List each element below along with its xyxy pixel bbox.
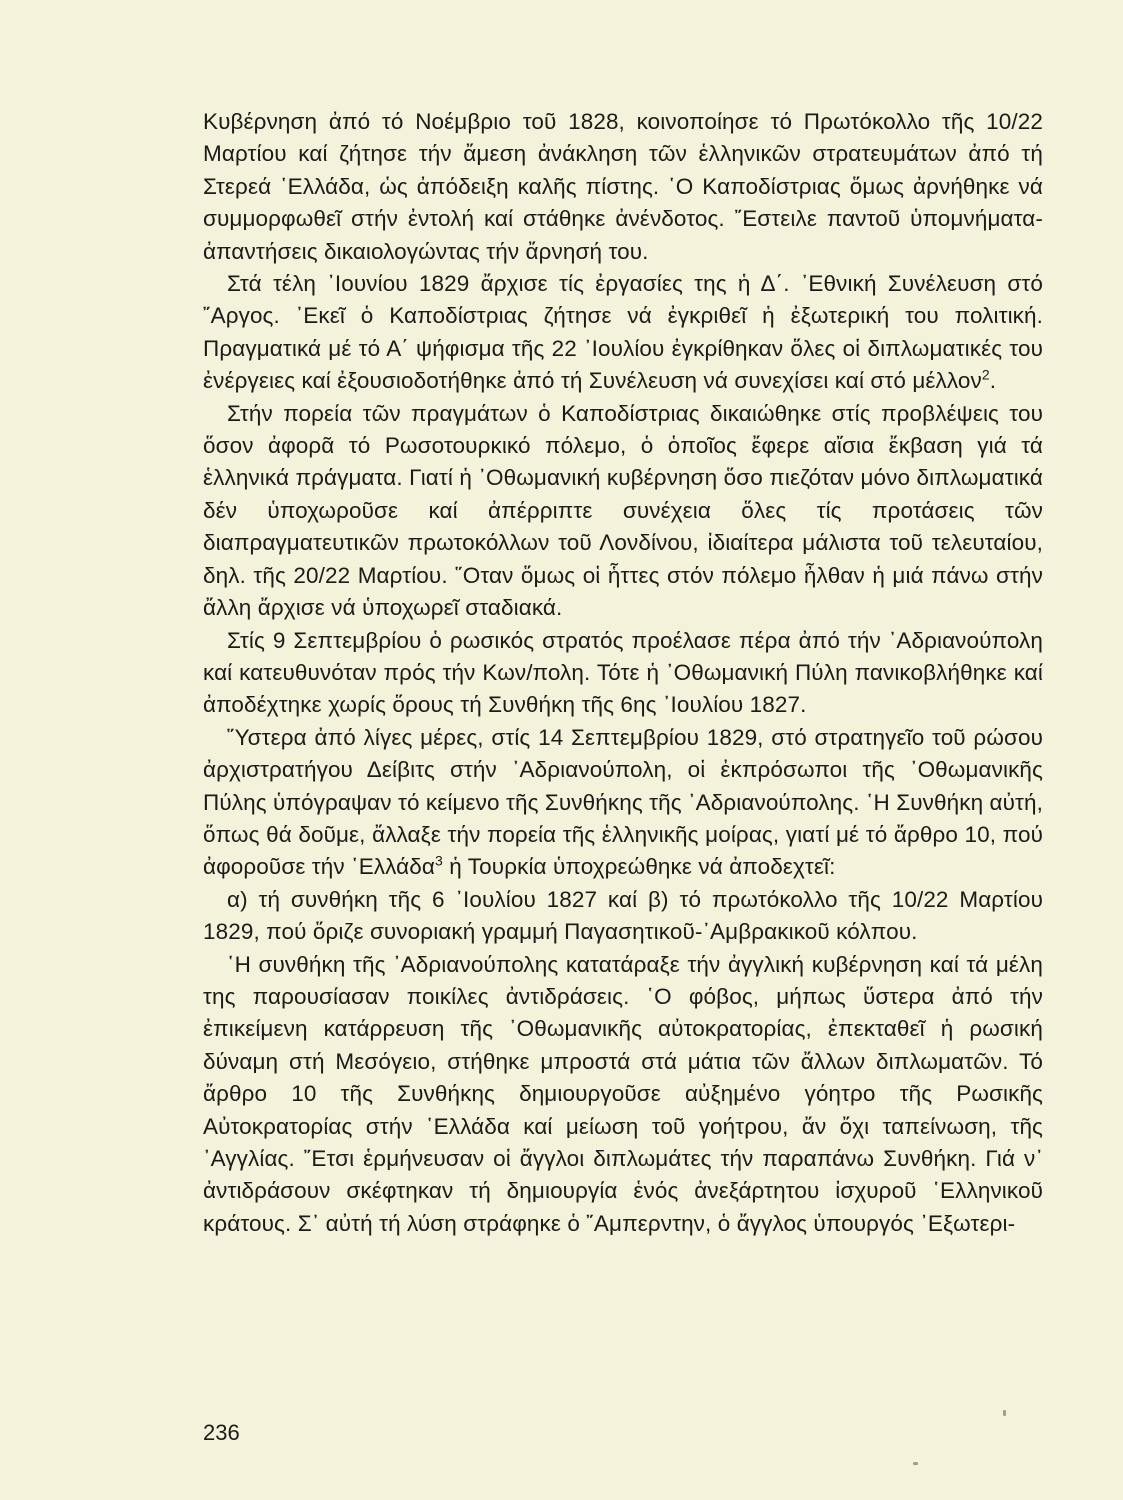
footnote-ref-3: 3 xyxy=(435,852,443,869)
paragraph-5-tail: ἡ Τουρκία ὑποχρεώθηκε νά ἀποδεχτεῖ: xyxy=(442,854,836,880)
paragraph-6-text: α) τή συνθήκη τῆς 6 ᾿Ιουλίου 1827 καί β) τό πρωτόκολλο τῆς 10/22 Μαρτίου 1829, πού ὅριζε συνοριακή γραμμή Παγασητικοῦ-᾿Αμβρακικοῦ κόλπου. xyxy=(203,886,1043,945)
paragraph-7-text: ῾Η συνθήκη τῆς ᾿Αδριανούπολης κατατάραξε τήν ἀγγλική κυβέρνηση καί τά μέλη της παρουσίασαν ποικίλες ἀντιδράσεις. ῾Ο φόβος, μήπως ὕστερα ἀπό τήν ἐπικείμενη κατάρρευση τῆς ᾿Οθωμανικῆς αὐτοκρατορίας, ἐπεκταθεῖ ἡ ρωσική δύναμη στή Μεσόγειο, στήθηκε μπροστά στά μάτια τῶν ἄλλων διπλωματῶν. Τό ἄρθρο 10 τῆς Συνθήκης δημιουργοῦσε αὐξημένο γόητρο τῆς Ρωσικῆς Αὐτοκρατορίας στήν ῾Ελλάδα καί μείωση τοῦ γοήτρου, ἄν ὄχι ταπείνωση, τῆς ᾿Αγγλίας. ῎Ετσι ἑρμήνευσαν οἱ ἄγγλοι διπλωμάτες τήν παραπάνω Συνθήκη. Γιά ν᾿ ἀντιδράσουν σκέφτηκαν τή δημιουργία ἑνός ἀνεξάρτητου ἰσχυροῦ ῾Ελληνικοῦ κράτους. Σ᾿ αὐτή τή λύση στράφηκε ὁ ῎Αμπερντην, ὁ ἄγγλος ὑπουργός ᾿Εξωτερι- xyxy=(203,951,1043,1236)
paragraph-1 xyxy=(203,106,1043,268)
paragraph-2: Στά τέλη ᾿Ιουνίου 1829 ἄρχισε τίς ἐργασίες της ἡ Δ΄. ᾿Εθνική Συνέλευση στό ῎Αργος. ᾿Εκεῖ ὁ Καποδίστριας ζήτησε νά ἐγκριθεῖ ἡ ἐξωτερική του πολιτική. Πραγματικά μέ τό Α΄ ψήφισμα τῆς 22 ᾿Ιουλίου ἐγκρίθηκαν ὅλες οἱ διπλωματικές του ἐνέργειες καί ἐξουσιοδοτήθηκε ἀπό τή Συνέλευση νά συνεχίσει καί στό μέλλον$^2$. xyxy=(203,271,1043,394)
paragraph-2-text: Στά τέλη ᾿Ιουνίου 1829 ἄρχισε τίς ἐργασίες της ἡ Δ΄. ᾿Εθνική Συνέλευση στό ῎Αργος. ᾿Εκεῖ ὁ Καποδίστριας ζήτησε νά ἐγκριθεῖ ἡ ἐξωτερική του πολιτική. Πραγματικά μέ τό Α΄ ψήφισμα τῆς 22 ᾿Ιουλίου ἐγκρίθηκαν ὅλες οἱ διπλωματικές του ἐνέργειες καί ἐξουσιοδοτήθηκε ἀπό τή Συνέλευση νά συνεχίσει καί στό μέλλον xyxy=(203,271,1043,394)
scan-speck xyxy=(1003,1410,1006,1416)
paragraph-4-text: Στίς 9 Σεπτεμβρίου ὁ ρωσικός στρατός προέλασε πέρα ἀπό τήν ᾿Αδριανούπολη καί κατευθυνόταν πρός τήν Κων/πολη. Τότε ἡ ᾿Οθωμανική Πύλη πανικοβλήθηκε καί ἀποδέχτηκε χωρίς ὅρους τή Συνθήκη τῆς 6ης ᾿Ιουλίου 1827. xyxy=(203,627,1043,718)
footnote-ref-2: 2 xyxy=(981,366,990,383)
paragraph-4 xyxy=(203,625,1043,722)
body-text xyxy=(203,106,1043,1240)
scan-speck xyxy=(913,1462,918,1465)
paragraph-3 xyxy=(203,398,1043,625)
paragraph-6 xyxy=(203,884,1043,949)
paragraph-5 xyxy=(203,722,1043,884)
paragraph-7 xyxy=(203,949,1043,1241)
paragraph-1-text: Κυβέρνηση ἀπό τό Νοέμβριο τοῦ 1828, κοινοποίησε τό Πρωτόκολλο τῆς 10/22 Μαρτίου καί ζήτησε τήν ἄμεση ἀνάκληση τῶν ἑλληνικῶν στρατευμάτων ἀπό τή Στερεά ῾Ελλάδα, ὡς ἀπόδειξη καλῆς πίστης. ῾Ο Καποδίστριας ὅμως ἀρνήθηκε νά συμμορφωθεῖ στήν ἐντολή καί στάθηκε ἀνένδοτος. ῎Εστειλε παντοῦ ὑπομνήματα-ἀπαντήσεις δικαιολογώντας τήν ἄρνησή του. xyxy=(203,109,1043,264)
paragraph-5-text: ῞Υστερα ἀπό λίγες μέρες, στίς 14 Σεπτεμβρίου 1829, στό στρατηγεῖο τοῦ ρώσου ἀρχιστρατήγου Δείβιτς στήν ᾿Αδριανούπολη, οἱ ἐκπρόσωποι τῆς ᾿Οθωμανικῆς Πύλης ὑπόγραψαν τό κείμενο τῆς Συνθήκης τῆς ᾿Αδριανούπολης. ῾Η Συνθήκη αὐτή, ὅπως θά δοῦμε, ἄλλαξε τήν πορεία τῆς ἑλληνικῆς μοίρας, γιατί μέ τό ἄρθρο 10, πού ἀφοροῦσε τήν ῾Ελλάδα xyxy=(203,724,1044,880)
paragraph-3-text: Στήν πορεία τῶν πραγμάτων ὁ Καποδίστριας δικαιώθηκε στίς προβλέψεις του ὅσον ἀφορᾶ τό Ρωσοτουρκικό πόλεμο, ὁ ὁποῖος ἔφερε αἴσια ἔκβαση γιά τά ἑλληνικά πράγματα. Γιατί ἡ ᾿Οθωμανική κυβέρνηση ὅσο πιεζόταν μόνο διπλωματικά δέν ὑποχωροῦσε καί ἀπέρριπτε συνέχεια ὅλες τίς προτάσεις τῶν διαπραγματευτικῶν πρωτοκόλλων τοῦ Λονδίνου, ἰδιαίτερα μάλιστα τοῦ τελευταίου, δηλ. τῆς 20/22 Μαρτίου. ῞Οταν ὅμως οἱ ἧττες στόν πόλεμο ἦλθαν ἡ μιά πάνω στήν ἄλλη ἄρχισε νά ὑποχωρεῖ σταδιακά. xyxy=(203,400,1043,621)
page-number: 236 xyxy=(203,1420,240,1445)
